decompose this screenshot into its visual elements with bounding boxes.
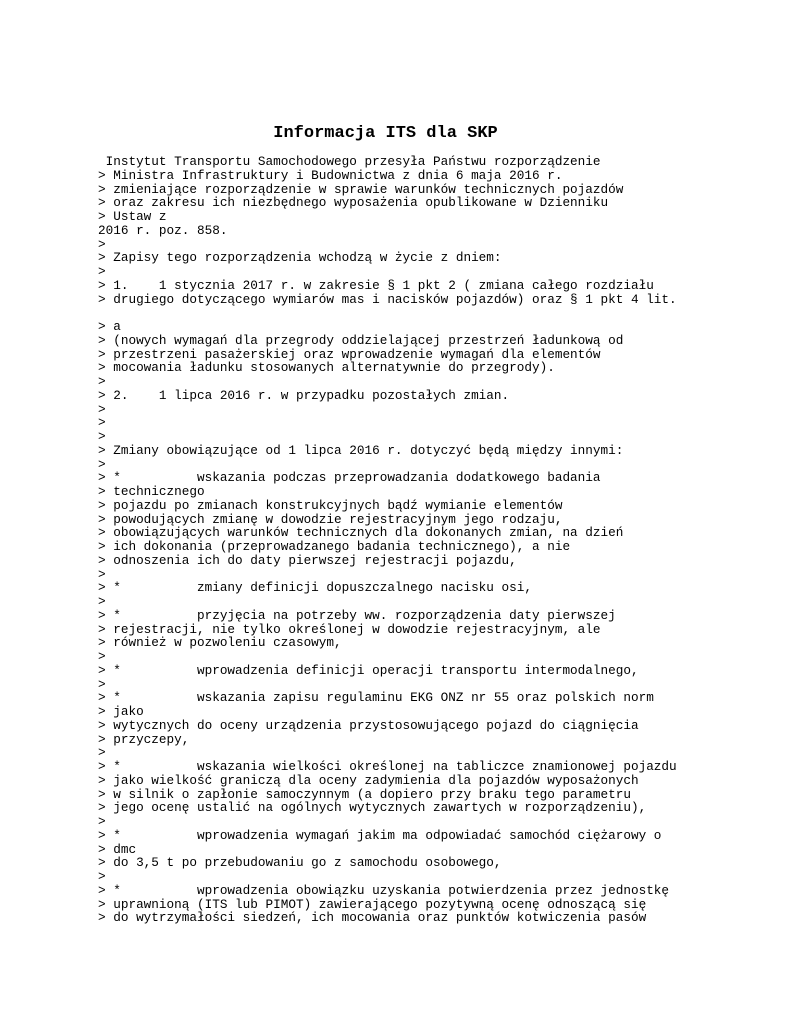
text-line: > xyxy=(98,869,106,884)
text-line: > mocowania ładunku stosowanych alternatywnie do przegrody). xyxy=(98,360,555,376)
text-line: > xyxy=(98,374,106,389)
text-line: > powodujących zmianę w dowodzie rejestracyjnym jego rodzaju, xyxy=(98,511,563,527)
text-line: > wytycznych do oceny urządzenia przystosowującego pojazd do ciągnięcia xyxy=(98,717,639,733)
text-line: > w silnik o zapłonie samoczynnym (a dopiero przy braku tego parametru xyxy=(98,786,631,802)
text-line: > (nowych wymagań dla przegrody oddzielającej przestrzeń ładunkową od xyxy=(98,332,624,348)
text-line: > xyxy=(98,456,106,472)
text-line: > * wprowadzenia wymagań jakim ma odpowiadać samochód ciężarowy o xyxy=(98,827,662,843)
text-line: > odnoszenia ich do daty pierwszej rejestracji pojazdu, xyxy=(98,552,517,568)
text-line: > Ministra Infrastruktury i Budownictwa z dnia 6 maja 2016 r. xyxy=(98,167,563,183)
text-line: > Ustaw z xyxy=(98,209,167,224)
text-line: > xyxy=(98,649,106,664)
text-line: > technicznego xyxy=(98,484,205,499)
text-line: > * wskazania wielkości określonej na tabliczce znamionowej pojazdu xyxy=(98,759,677,774)
text-line: > dmc xyxy=(98,841,137,857)
text-line: > obowiązujących warunków technicznych dla dokonanych zmian, na dzień xyxy=(98,525,624,541)
text-line: > xyxy=(98,566,106,582)
text-line: > 1. 1 stycznia 2017 r. w zakresie § 1 pkt 2 ( zmiana całego rozdziału xyxy=(98,277,654,293)
text-line: > * wskazania zapisu regulaminu EKG ONZ nr 55 oraz polskich norm xyxy=(98,690,654,706)
text-line: > jako xyxy=(98,704,144,719)
text-line: > jako wielkość graniczą dla oceny zadymienia dla pojazdów wyposażonych xyxy=(98,772,639,788)
text-line: > xyxy=(98,264,106,279)
text-line: > xyxy=(98,594,106,609)
text-line: > xyxy=(98,401,106,417)
text-line: > * wprowadzenia definicji operacji transportu intermodalnego, xyxy=(98,662,639,678)
text-line: > a xyxy=(98,319,121,334)
text-line: > Zapisy tego rozporządzenia wchodzą w życie z dniem: xyxy=(98,250,502,266)
text-line: > jego ocenę ustalić na ogólnych wytycznych zawartych w rozporządzeniu), xyxy=(98,800,647,816)
text-line: > ich dokonania (przeprowadzanego badania technicznego), a nie xyxy=(98,539,571,554)
text-line: > do wytrzymałości siedzeń, ich mocowania oraz punktów kotwiczenia pasów xyxy=(98,910,647,926)
document-title: Informacja ITS dla SKP xyxy=(273,124,498,143)
text-line: > * wskazania podczas przeprowadzania dodatkowego badania xyxy=(98,470,601,486)
text-line: > pojazdu po zmianach konstrukcyjnych bądź wymianie elementów xyxy=(98,497,563,513)
text-line: > do 3,5 t po przebudowaniu go z samochodu osobowego, xyxy=(98,855,502,871)
text-line: 2016 r. poz. 858. xyxy=(98,222,228,238)
text-line: > przyczepy, xyxy=(98,731,190,747)
text-line: > przestrzeni pasażerskiej oraz wprowadzenie wymagań dla elementów xyxy=(98,346,601,362)
text-line: > * przyjęcia na potrzeby ww. rozporządzenia daty pierwszej xyxy=(98,607,616,623)
text-line: > xyxy=(98,415,106,431)
text-line: > xyxy=(98,745,106,761)
text-line: > Zmiany obowiązujące od 1 lipca 2016 r. dotyczyć będą między innymi: xyxy=(98,442,624,458)
text-line: > uprawnioną (ITS lub PIMOT) zawierającego pozytywną ocenę odnoszącą się xyxy=(98,896,647,912)
text-line: > xyxy=(98,814,106,829)
text-line: > oraz zakresu ich niezbędnego wyposażenia opublikowane w Dzienniku xyxy=(98,195,609,211)
text-line xyxy=(98,306,778,320)
text-line: > * wprowadzenia obowiązku uzyskania potwierdzenia przez jednostkę xyxy=(98,882,670,898)
text-line: > drugiego dotyczącego wymiarów mas i nacisków pojazdów) oraz § 1 pkt 4 lit. xyxy=(98,291,677,307)
document-body xyxy=(98,155,778,925)
text-line: > rejestracji, nie tylko określonej w dowodzie rejestracyjnym, ale xyxy=(98,621,601,637)
text-line: > zmieniające rozporządzenie w sprawie warunków technicznych pojazdów xyxy=(98,181,624,197)
text-line: > xyxy=(98,429,106,444)
text-line: > również w pozwoleniu czasowym, xyxy=(98,635,342,651)
text-line: > * zmiany definicji dopuszczalnego nacisku osi, xyxy=(98,580,532,596)
text-line: > xyxy=(98,236,106,252)
text-line: > xyxy=(98,676,106,692)
text-line: Instytut Transportu Samochodowego przesyła Państwu rozporządzenie xyxy=(98,154,601,169)
text-line: > 2. 1 lipca 2016 r. w przypadku pozostałych zmian. xyxy=(98,387,510,403)
